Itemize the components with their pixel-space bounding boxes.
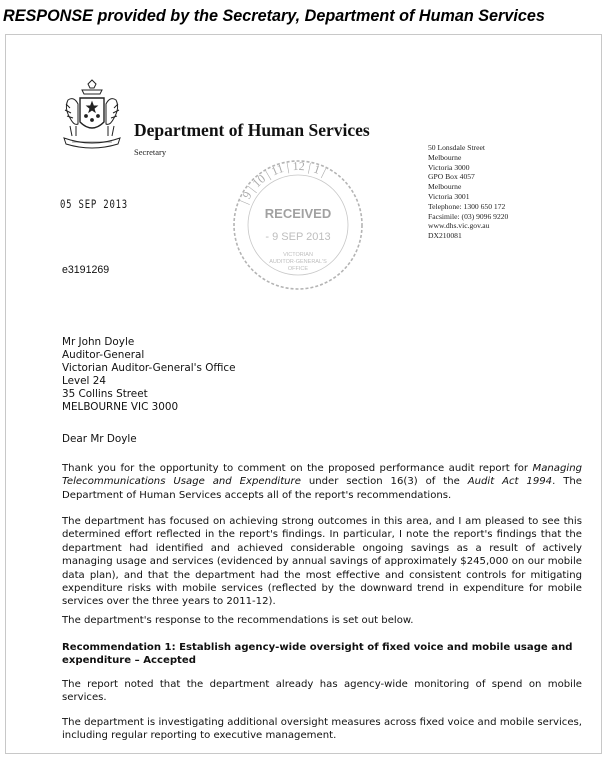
paragraph-text: . The Department of Human Services accepts all of the report's recommendations.	[62, 476, 582, 501]
salutation: Dear Mr Doyle	[62, 433, 137, 445]
paragraph-text: under section 16(3) of the	[300, 476, 468, 488]
page-banner: RESPONSE provided by the Secretary, Department of Human Services	[3, 7, 545, 25]
paragraph-monitoring: The report noted that the department already has agency-wide monitoring of spend on mobile services.	[62, 679, 582, 704]
recommendation-1-heading: Recommendation 1: Establish agency-wide oversight of fixed voice and mobile usage and expenditure – Accepted	[62, 642, 573, 667]
stamp-date: - 9 SEP 2013	[265, 231, 331, 243]
coat-of-arms-icon	[60, 78, 124, 152]
address-line: www.dhs.vic.gov.au	[428, 221, 490, 231]
address-line: Telephone: 1300 650 172	[428, 201, 506, 211]
paragraph-text: Thank you for the opportunity to comment on the proposed performance audit report for	[62, 463, 533, 474]
address-line: Melbourne	[428, 182, 462, 192]
address-line: DX210081	[428, 231, 462, 241]
paragraph-response-intro: The department's response to the recommendations is set out below.	[62, 615, 414, 626]
stamp-office-line: OFFICE	[287, 266, 309, 272]
address-line: Victoria 3000	[428, 162, 470, 172]
address-line: GPO Box 4057	[428, 172, 475, 182]
report-title: Managing Telecommunications Usage and Expenditure	[62, 463, 582, 488]
recipient-line: Mr John Doyle	[62, 336, 135, 348]
act-title: Audit Act 1994	[467, 476, 553, 488]
reference-number: e3191269	[62, 264, 110, 276]
recipient-address	[62, 336, 236, 413]
recipient-line: MELBOURNE VIC 3000	[62, 400, 179, 413]
letter-date: 05 SEP 2013	[60, 197, 128, 211]
address-line: 50 Lonsdale Street	[428, 143, 485, 152]
stamp-office-line: VICTORIAN	[283, 252, 313, 258]
recipient-line: Level 24	[62, 374, 106, 387]
address-line: Melbourne	[428, 152, 462, 162]
address-line: Facsimile: (03) 9096 9220	[428, 211, 509, 221]
department-subtitle: Secretary	[134, 147, 167, 157]
svg-text:| 9 | 10 | 11 | 12 | 1 |: | 9 | 10 | 11 | 12 | 1 |	[236, 158, 329, 206]
paragraph-oversight: The department is investigating additional oversight measures across fixed voice and mobile services, including regular reporting to executive management.	[62, 717, 582, 742]
recipient-line: Auditor-General	[62, 348, 145, 361]
address-line: Victoria 3001	[428, 191, 470, 201]
stamp-office-line: AUDITOR-GENERAL'S	[269, 259, 327, 265]
department-address	[428, 143, 508, 241]
stamp-received-text: RECEIVED	[264, 206, 332, 221]
recipient-line: Victorian Auditor-General's Office	[62, 361, 236, 374]
department-name: Department of Human Services	[134, 120, 370, 140]
paragraph-findings: The department has focused on achieving strong outcomes in this area, and I am pleased to see this determined effort reflected in the report's findings. In particular, I note the report's findings that the department had identified and achieved considerable ongoing savings as a result of actively managing usage and services (evidenced by annual savings of approximately $245,000 on our mobile data plan), and that the department had the most effective and consistent controls for mitigating expenditure risks with mobile services (reflected by the downward trend in expenditure for mobile services over the three years to 2011-12).	[62, 516, 582, 608]
paragraph-intro	[62, 462, 582, 502]
received-stamp	[225, 152, 371, 298]
recipient-line: 35 Collins Street	[62, 387, 148, 400]
